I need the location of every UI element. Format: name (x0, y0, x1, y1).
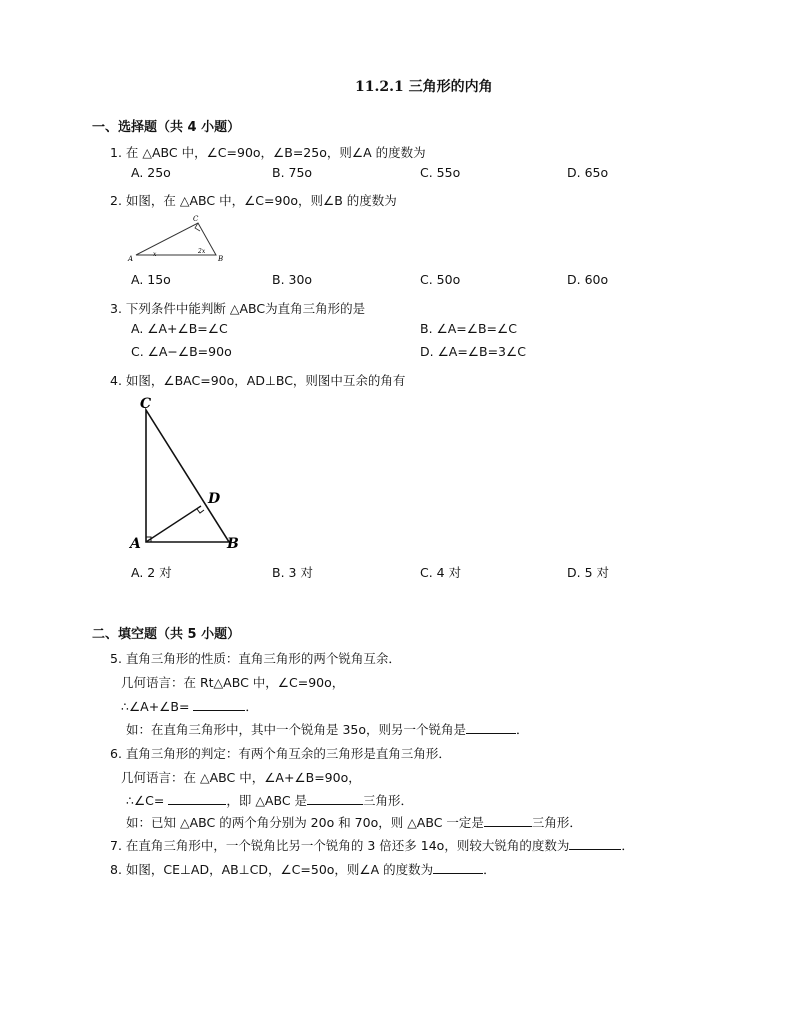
question-6-line-3-text: ∴∠C= (126, 793, 169, 808)
question-6-line-4 (126, 813, 582, 831)
question-4-option-c: C. 4 对 (420, 565, 462, 580)
question-2-option-d: D. 60o (567, 272, 609, 287)
question-6-blank-2[interactable] (307, 792, 363, 805)
question-3-option-b: B. ∠A=∠B=∠C (420, 321, 517, 336)
q4-vertex-c-label: C (140, 396, 152, 412)
question-7-blank[interactable] (569, 837, 621, 850)
question-8-blank[interactable] (433, 861, 483, 874)
question-6-line-2: 几何语言：在 △ABC 中，∠A+∠B=90o， (121, 770, 361, 785)
question-3-option-c: C. ∠A−∠B=90o (131, 344, 232, 359)
q2-angle-b-label: 2x (198, 248, 206, 255)
q4-vertex-d-label: D (208, 491, 221, 507)
question-3-option-d: D. ∠A=∠B=3∠C (420, 344, 526, 359)
question-7-text: 7. 在直角三角形中，一个锐角比另一个锐角的 3 倍还多 14o，则较大锐角的度数为 (110, 838, 570, 853)
q2-vertex-c-label: C (193, 215, 199, 223)
question-6-blank-1[interactable] (168, 792, 226, 805)
question-6-line-3-end: 三角形． (363, 793, 414, 808)
question-4-option-d: D. 5 对 (567, 565, 609, 580)
question-1-option-b: B. 75o (272, 165, 313, 180)
question-7-end: ． (621, 838, 634, 853)
question-6-blank-3[interactable] (484, 814, 532, 827)
question-2-option-b: B. 30o (272, 272, 313, 287)
question-3-stem: 3. 下列条件中能判断 △ABC为直角三角形的是 (110, 301, 366, 316)
question-3-option-a: A. ∠A+∠B=∠C (131, 321, 228, 336)
question-5-blank-2[interactable] (466, 721, 516, 734)
question-5-line-3-end: ． (245, 699, 258, 714)
question-8-end: ． (483, 862, 496, 877)
question-1-option-a: A. 25o (131, 165, 171, 180)
question-5-line-4-end: ． (516, 722, 529, 737)
q4-vertex-b-label: B (227, 536, 239, 552)
question-5-line-2: 几何语言：在 Rt△ABC 中，∠C=90o， (121, 675, 345, 690)
question-7 (110, 836, 634, 854)
question-5-line-4 (126, 720, 529, 738)
question-2-triangle-figure (126, 212, 226, 264)
question-5-line-3-text: ∴∠A+∠B= (121, 699, 194, 714)
question-4-triangle-figure (126, 393, 256, 553)
question-6-line-3-mid: ，即 △ABC 是 (226, 793, 308, 808)
q4-vertex-a-label: A (130, 536, 141, 552)
question-5-line-1: 5. 直角三角形的性质：直角三角形的两个锐角互余． (110, 651, 401, 666)
question-2-option-c: C. 50o (420, 272, 461, 287)
question-2-stem: 2. 如图，在 △ABC 中，∠C=90o，则∠B 的度数为 (110, 193, 397, 208)
q2-angle-a-label: x (153, 251, 157, 258)
question-4-stem: 4. 如图，∠BAC=90o，AD⊥BC，则图中互余的角有 (110, 373, 406, 388)
question-1-option-d: D. 65o (567, 165, 609, 180)
page-title: 11.2.1 三角形的内角 (355, 79, 493, 95)
question-8-text: 8. 如图，CE⊥AD，AB⊥CD，∠C=50o，则∠A 的度数为 (110, 862, 434, 877)
question-6-line-3 (126, 791, 413, 809)
q2-vertex-b-label: B (218, 255, 224, 263)
question-1-option-c: C. 55o (420, 165, 461, 180)
question-6-line-4-end: 三角形． (531, 815, 582, 830)
q2-vertex-a-label: A (128, 255, 134, 263)
section-heading-choice: 一、选择题（共 4 小题） (92, 120, 241, 135)
question-5-line-4-text: 如：在直角三角形中，其中一个锐角是 35o，则另一个锐角是 (126, 722, 467, 737)
section-heading-fill-blank: 二、填空题（共 5 小题） (92, 627, 241, 642)
question-5-line-3 (121, 697, 258, 715)
question-4-option-a: A. 2 对 (131, 565, 172, 580)
question-2-option-a: A. 15o (131, 272, 171, 287)
question-6-line-4-text: 如：已知 △ABC 的两个角分别为 20o 和 70o，则 △ABC 一定是 (126, 815, 484, 830)
question-1-stem: 1. 在 △ABC 中，∠C=90o，∠B=25o，则∠A 的度数为 (110, 145, 426, 160)
question-5-blank-1[interactable] (193, 698, 245, 711)
question-6-line-1: 6. 直角三角形的判定：有两个角互余的三角形是直角三角形． (110, 746, 451, 761)
question-4-option-b: B. 3 对 (272, 565, 313, 580)
question-8 (110, 860, 496, 878)
